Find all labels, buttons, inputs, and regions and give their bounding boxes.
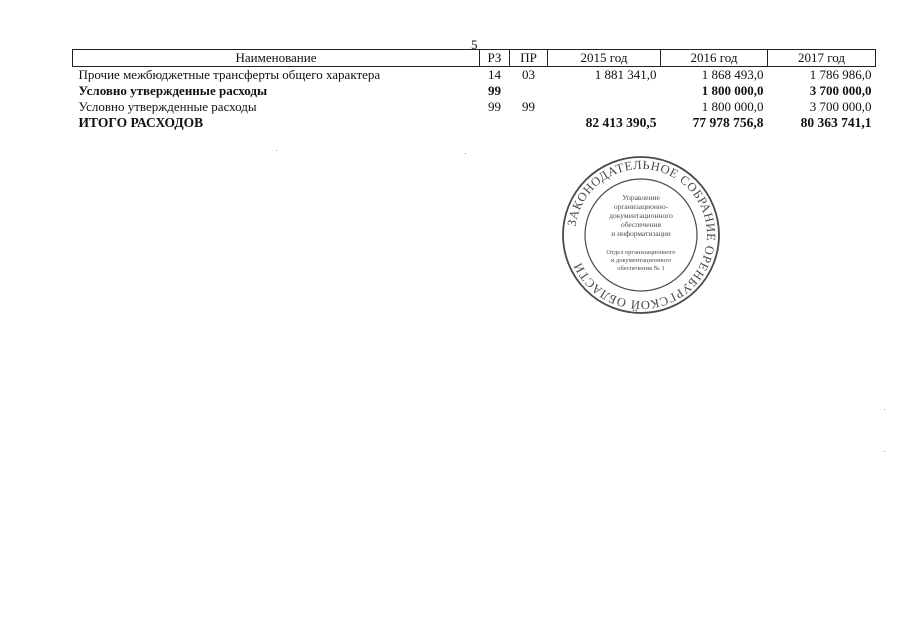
row-rz: 99 — [488, 83, 501, 98]
seal-inner-line: и информатизации — [611, 229, 671, 238]
seal-department-line: обеспечения № 1 — [617, 265, 665, 272]
row-rz — [480, 115, 510, 131]
seal-outer-text: ЗАКОНОДАТЕЛЬНОЕ СОБРАНИЕ ОРЕНБУРГСКОЙ ОБЛАСТИ — [564, 157, 719, 313]
table-row — [73, 67, 876, 84]
row-rz: 99 — [488, 99, 501, 114]
row-name: Условно утвержденные расходы — [78, 83, 268, 98]
scan-speck — [884, 409, 885, 410]
row-2015: 1 881 341,0 — [594, 67, 657, 82]
scan-speck — [276, 150, 277, 151]
row-pr — [510, 115, 548, 131]
row-pr — [510, 83, 548, 99]
row-2017: 3 700 000,0 — [809, 83, 872, 98]
seal-inner-line: обеспечения — [620, 220, 662, 229]
header-rz: РЗ — [480, 50, 510, 67]
row-2017: 80 363 741,1 — [800, 115, 872, 130]
row-2017: 3 700 000,0 — [809, 99, 872, 114]
row-2016: 77 978 756,8 — [692, 115, 764, 130]
row-pr: 03 — [522, 67, 535, 82]
page-number: 5 — [471, 37, 478, 52]
row-2017: 1 786 986,0 — [809, 67, 872, 82]
header-2015: 2015 год — [548, 50, 661, 67]
header-pr: ПР — [510, 50, 548, 67]
header-2016: 2016 год — [661, 50, 768, 67]
seal-department-line: и документационного — [610, 257, 672, 264]
table-row — [73, 83, 876, 99]
scan-speck — [884, 451, 885, 452]
row-pr: 99 — [522, 99, 535, 114]
scan-speck — [465, 153, 466, 154]
seal-inner-line: документационного — [609, 211, 673, 220]
row-2015 — [548, 99, 661, 115]
row-2016: 1 800 000,0 — [701, 99, 764, 114]
official-seal — [560, 154, 722, 316]
table-row — [73, 99, 876, 115]
budget-table — [72, 49, 876, 131]
row-2015 — [548, 83, 661, 99]
row-rz: 14 — [488, 67, 501, 82]
seal-inner-line: организационно- — [613, 202, 669, 211]
row-name: ИТОГО РАСХОДОВ — [78, 115, 204, 130]
header-2017: 2017 год — [768, 50, 876, 67]
row-name: Условно утвержденные расходы — [78, 99, 257, 114]
seal-graphic — [560, 154, 722, 316]
seal-department-line: Отдел организационного — [606, 249, 676, 256]
row-2016: 1 868 493,0 — [701, 67, 764, 82]
seal-inner-line: Управление — [622, 193, 660, 202]
table-total-row — [73, 115, 876, 131]
row-2016: 1 800 000,0 — [701, 83, 764, 98]
row-name: Прочие межбюджетные трансферты общего характера — [78, 67, 381, 82]
header-name: Наименование — [73, 50, 480, 67]
row-2015: 82 413 390,5 — [585, 115, 657, 130]
table-header-row — [73, 50, 876, 67]
